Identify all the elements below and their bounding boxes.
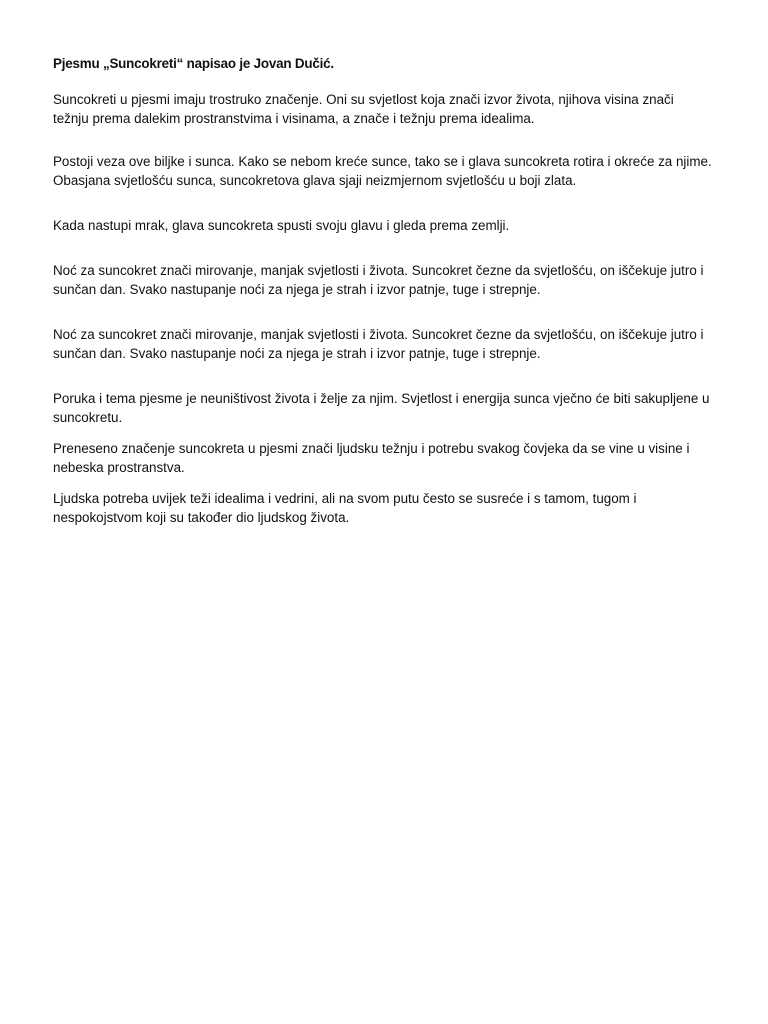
paragraph: Suncokreti u pjesmi imaju trostruko značenje. Oni su svjetlost koja znači izvor života, njihova visina znači težnju prema dalekim prostranstvima i visinama, a znače i težnju prema idealima. — [53, 92, 674, 126]
paragraph: Preneseno značenje suncokreta u pjesmi znači ljudsku težnju i potrebu svakog čovjeka da se vine u visine i nebeska prostranstva. — [53, 441, 690, 475]
paragraph: Noć za suncokret znači mirovanje, manjak svjetlosti i života. Suncokret čezne da svjetlošću, on iščekuje jutro i sunčan dan. Svako nastupanje noći za njega je strah i izvor patnje, tuge i strepnje. — [53, 327, 704, 361]
paragraph: Poruka i tema pjesme je neuništivost života i želje za njim. Svjetlost i energija sunca vječno će biti sakupljene u suncokretu. — [53, 391, 710, 425]
paragraph: Ljudska potreba uvijek teži idealima i vedrini, ali na svom putu često se susreće i s tamom, tugom i nespokojstvom koji su također dio ljudskog života. — [53, 491, 637, 525]
document-page — [53, 54, 713, 553]
document-title: Pjesmu „Suncokreti“ napisao je Jovan Dučić. — [53, 56, 334, 71]
paragraph: Postoji veza ove biljke i sunca. Kako se nebom kreće sunce, tako se i glava suncokreta rotira i okreće za njime. Obasjana svjetlošću sunca, suncokretova glava sjaji neizmjernom svjetlošću u boji zlata. — [53, 154, 712, 188]
paragraph: Noć za suncokret znači mirovanje, manjak svjetlosti i života. Suncokret čezne da svjetlošću, on iščekuje jutro i sunčan dan. Svako nastupanje noći za njega je strah i izvor patnje, tuge i strepnje. — [53, 263, 704, 297]
paragraph: Kada nastupi mrak, glava suncokreta spusti svoju glavu i gleda prema zemlji. — [53, 218, 510, 233]
